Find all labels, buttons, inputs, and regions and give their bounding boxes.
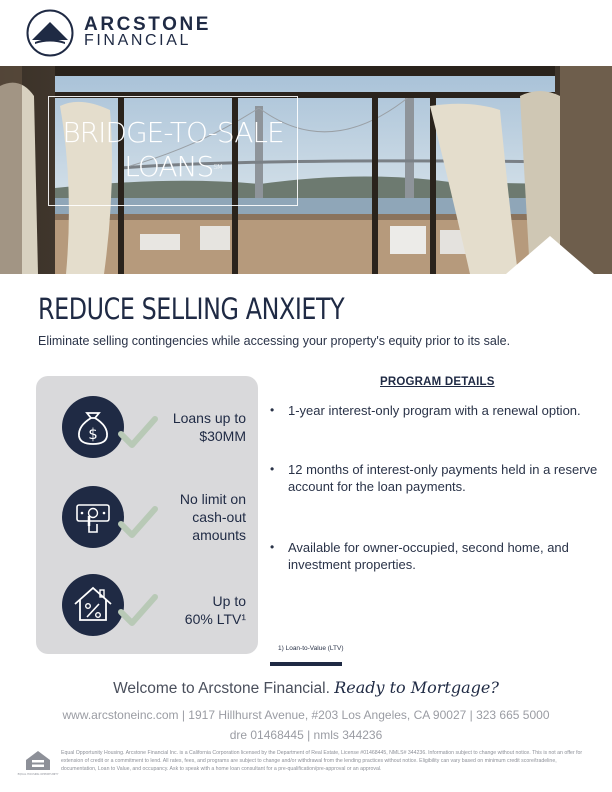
equal-housing-icon: [17, 748, 59, 776]
brand-name: ARCSTONE: [84, 14, 212, 35]
money-bag-icon: [62, 396, 124, 458]
cash-in-hand-icon: [62, 486, 124, 548]
page-subtitle: Eliminate selling contingencies while accessing your property's equity prior to its sale.: [38, 334, 511, 348]
welcome-line: [0, 678, 612, 698]
check-icon: [118, 504, 158, 540]
hero-image: [0, 66, 612, 274]
feature-text: Up to 60% LTV¹: [184, 593, 246, 627]
svg-text:$: $: [88, 425, 98, 443]
bullet-icon: •: [270, 540, 275, 554]
house-percent-icon: [62, 574, 124, 636]
license-numbers: dre 01468445 | nmls 344236: [229, 728, 383, 742]
program-details-title: PROGRAM DETAILS: [380, 376, 495, 388]
feature-loan-amount: [36, 396, 258, 466]
bullet-icon: •: [270, 403, 275, 417]
header: [0, 0, 612, 66]
bullet-text: 1-year interest-only program with a renewal option.: [288, 403, 581, 418]
feature-text: Loans up to $30MM: [172, 410, 246, 444]
welcome-text: Welcome to Arcstone Financial.: [113, 680, 330, 697]
hero-title: BRIDGE-TO-SALE LOANS℠: [62, 116, 284, 183]
brand-sub: FINANCIAL: [84, 32, 191, 49]
legal-disclaimer: Equal Opportunity Housing. Arcstone Financial Inc. is a California Corporation licensed by the Department of Real Estate, License #01468445, NMLS# 344236. Information subject to change without notice. This is not an offer for extension of credit or a commitment to lend. All rates, fees, and programs are subject to change and/or withdrawal from the lending practices without notice. Eligibility can vary based on minimum credit score/tradeline, documentation, Loan to Value, and occupancy. Ask to speak with a home loan consultant for a pre-qualification/pre-approval or an approval.: [61, 750, 583, 772]
bullet-text: 12 months of interest-only payments held in a reserve account for the loan payments.: [288, 462, 598, 494]
footnote: 1) Loan-to-Value (LTV): [278, 645, 344, 652]
feature-ltv: [36, 574, 258, 644]
hero-notch: [506, 236, 594, 274]
bullet-icon: •: [270, 462, 275, 476]
list-item: [270, 402, 602, 419]
list-item: [270, 461, 602, 495]
tagline: Ready to Mortgage?: [334, 678, 499, 697]
divider: [270, 662, 342, 666]
list-item: [270, 539, 602, 573]
check-icon: [118, 592, 158, 628]
check-icon: [118, 414, 158, 450]
page-title: REDUCE SELLING ANXIETY: [38, 292, 345, 326]
feature-text: No limit on cash-out amounts: [179, 491, 246, 543]
contact-info: www.arcstoneinc.com | 1917 Hillhurst Avenue, #203 Los Angeles, CA 90027 | 323 665 5000: [62, 708, 550, 722]
features-panel: [36, 376, 258, 654]
feature-cash-out: [36, 486, 258, 556]
bullet-text: Available for owner-occupied, second home, and investment properties.: [288, 540, 569, 572]
trademark-mark: SM: [213, 163, 222, 171]
eho-label: EQUAL HOUSING OPPORTUNITY: [17, 773, 59, 776]
arcstone-logo-icon: [26, 9, 74, 57]
